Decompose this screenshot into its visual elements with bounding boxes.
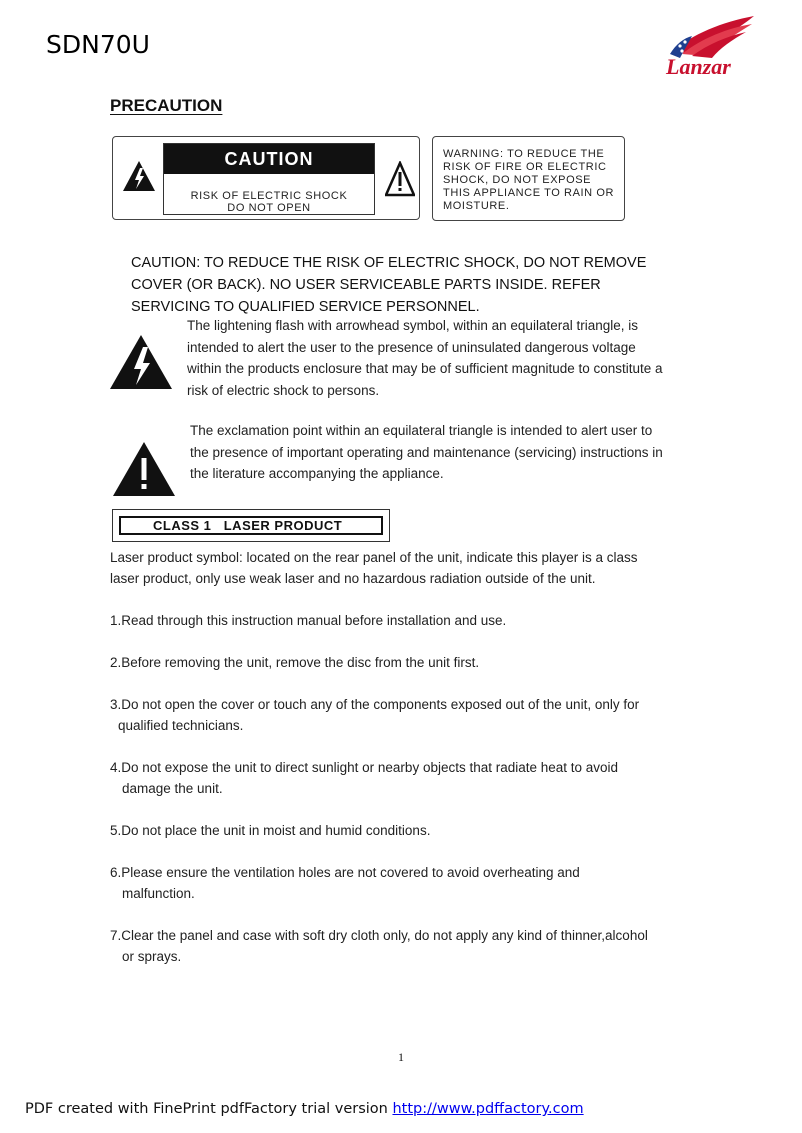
description-line: the presence of important operating and maintenance (servicing) instructions in [190, 444, 663, 460]
warning-line: SHOCK, DO NOT EXPOSE [443, 174, 592, 186]
rule-text: 2.Before removing the unit, remove the disc from the unit first. [110, 655, 480, 670]
warning-line: THIS APPLIANCE TO RAIN OR [443, 187, 615, 199]
lightning-triangle-icon [121, 159, 157, 193]
caution-statement-line: COVER (OR BACK). NO USER SERVICEABLE PARTS INSIDE. REFER [131, 277, 601, 293]
laser-product-label [112, 509, 390, 542]
warning-box [432, 136, 625, 221]
description-line: within the products enclosure that may be of sufficient magnitude to constitute a [187, 361, 663, 376]
description-line: The lightening flash with arrowhead symbol, within an equilateral triangle, is [187, 318, 638, 333]
rule-item-6 [110, 863, 710, 904]
warning-line: MOISTURE. [443, 200, 510, 212]
pdf-footer [25, 1101, 584, 1117]
laser-product-label-text: CLASS 1 LASER PRODUCT [119, 516, 383, 535]
rule-item-7 [110, 926, 710, 967]
page-number: 1 [398, 1050, 404, 1064]
caution-label-line2: DO NOT OPEN [227, 202, 311, 214]
rule-text: 1.Read through this instruction manual before installation and use. [110, 613, 507, 628]
rule-item-1 [110, 611, 710, 632]
rule-text-continued: malfunction. [122, 885, 195, 901]
footer-link[interactable]: http://www.pdffactory.com [392, 1101, 584, 1117]
rule-text: 4.Do not expose the unit to direct sunlight or nearby objects that radiate heat to avoid [110, 760, 619, 775]
caution-label-line1: RISK OF ELECTRIC SHOCK [190, 190, 348, 202]
rule-text: 3.Do not open the cover or touch any of the components exposed out of the unit, only for [110, 697, 640, 712]
section-title: PRECAUTION [110, 96, 223, 115]
rule-text-continued: qualified technicians. [118, 717, 244, 733]
caution-statement [131, 252, 691, 318]
exclamation-triangle-icon [385, 161, 415, 197]
description-line: intended to alert the user to the presence of uninsulated dangerous voltage [187, 339, 636, 355]
rule-text-continued: or sprays. [122, 948, 182, 964]
caution-label-title: CAUTION [164, 144, 374, 174]
warning-line: RISK OF FIRE OR ELECTRIC [443, 161, 607, 173]
brand-logo [662, 14, 780, 80]
description-line: risk of electric shock to persons. [187, 382, 380, 398]
caution-statement-line: SERVICING TO QUALIFIED SERVICE PERSONNEL. [131, 299, 480, 315]
rule-text: 5.Do not place the unit in moist and humid conditions. [110, 823, 431, 838]
rule-text-continued: damage the unit. [122, 780, 223, 796]
description-line: the literature accompanying the appliance. [190, 466, 444, 481]
rule-text: 6.Please ensure the ventilation holes are not covered to avoid overheating and [110, 865, 580, 880]
model-number: SDN70U [46, 30, 150, 59]
caution-statement-line: CAUTION: TO REDUCE THE RISK OF ELECTRIC SHOCK, DO NOT REMOVE [131, 255, 647, 271]
description-line: The exclamation point within an equilateral triangle is intended to alert user to [190, 423, 653, 438]
warning-line: WARNING: TO REDUCE THE [443, 148, 605, 160]
rule-text: 7.Clear the panel and case with soft dry cloth only, do not apply any kind of thinner,alcohol [110, 928, 648, 943]
caution-label-text [164, 190, 374, 214]
rule-item-2 [110, 653, 710, 674]
laser-description-line: Laser product symbol: located on the rear panel of the unit, indicate this player is a class [110, 550, 638, 565]
caution-label [163, 143, 375, 215]
laser-description-line: laser product, only use weak laser and no hazardous radiation outside of the unit. [110, 570, 596, 586]
laser-description [110, 548, 710, 589]
rule-item-3 [110, 695, 710, 736]
caution-label-box [112, 136, 420, 220]
exclamation-symbol-description [190, 420, 700, 485]
exclamation-triangle-icon [111, 440, 177, 498]
footer-text: PDF created with FinePrint pdfFactory trial version [25, 1101, 393, 1117]
lightning-symbol-description [187, 315, 697, 401]
lightning-triangle-icon [108, 333, 174, 391]
rule-item-4 [110, 758, 710, 799]
brand-name: Lanzar [666, 54, 731, 79]
rule-item-5 [110, 821, 710, 842]
flag-swoosh-icon [662, 14, 780, 80]
